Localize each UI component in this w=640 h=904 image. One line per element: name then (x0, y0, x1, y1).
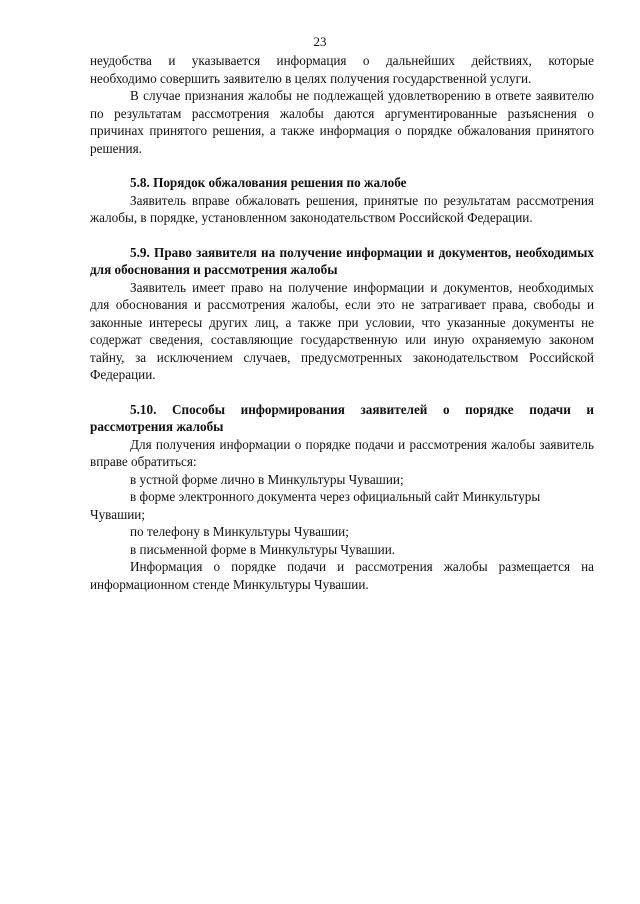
continuation-line-2: необходимо совершить заявителю в целях получения государственной услуги. (90, 70, 532, 86)
section-5-8 (90, 174, 594, 227)
rejection-paragraph: В случае признания жалобы не подлежащей удовлетворению в ответе заявителю по результатам рассмотрения жалобы даются аргументированные разъяснения о причинах принятого решения, а также информация о порядке обжалования принятого решения. (90, 88, 594, 156)
continuation-line-1: неудобства и указывается информация о дальнейших действиях, которые (90, 53, 594, 68)
section-5-9 (90, 244, 594, 384)
section-5-10-heading: 5.10. Способы информирования заявителей о порядке подачи и рассмотрения жалобы (90, 401, 594, 434)
section-5-10-intro: Для получения информации о порядке подачи и рассмотрения жалобы заявитель вправе обратиться: (90, 436, 594, 469)
list-item: в письменной форме в Минкультуры Чувашии. (130, 541, 396, 557)
page-content (90, 52, 594, 593)
page-number: 23 (313, 34, 327, 49)
list-item: в устной форме лично в Минкультуры Чувашии; (130, 471, 404, 487)
section-5-10 (90, 401, 594, 594)
section-5-9-heading: 5.9. Право заявителя на получение информации и документов, необходимых для обоснования и рассмотрения жалобы (90, 244, 594, 277)
section-5-9-text: Заявитель имеет право на получение информации и документов, необходимых для обоснования и рассмотрения жалобы, если это не затрагивает права, свободы и законные интересы других лиц, а также при условии, что указанные документы не содержат сведения, составляющие государственную или иную охраняемую законом тайну, за исключением случаев, предусмотренных законодательством Российской Федерации. (90, 279, 594, 382)
section-5-8-text: Заявитель вправе обжаловать решения, принятые по результатам рассмотрения жалобы, в порядке, установленном законодательством Российской Федерации. (90, 192, 594, 225)
list-item: в форме электронного документа через официальный сайт Минкультуры Чувашии; (90, 489, 541, 522)
list-item: по телефону в Минкультуры Чувашии; (130, 524, 349, 539)
section-5-8-heading: 5.8. Порядок обжалования решения по жалобе (130, 175, 407, 190)
section-5-10-closing: Информация о порядке подачи и рассмотрения жалобы размещается на информационном стенде Минкультуры Чувашии. (90, 559, 594, 592)
